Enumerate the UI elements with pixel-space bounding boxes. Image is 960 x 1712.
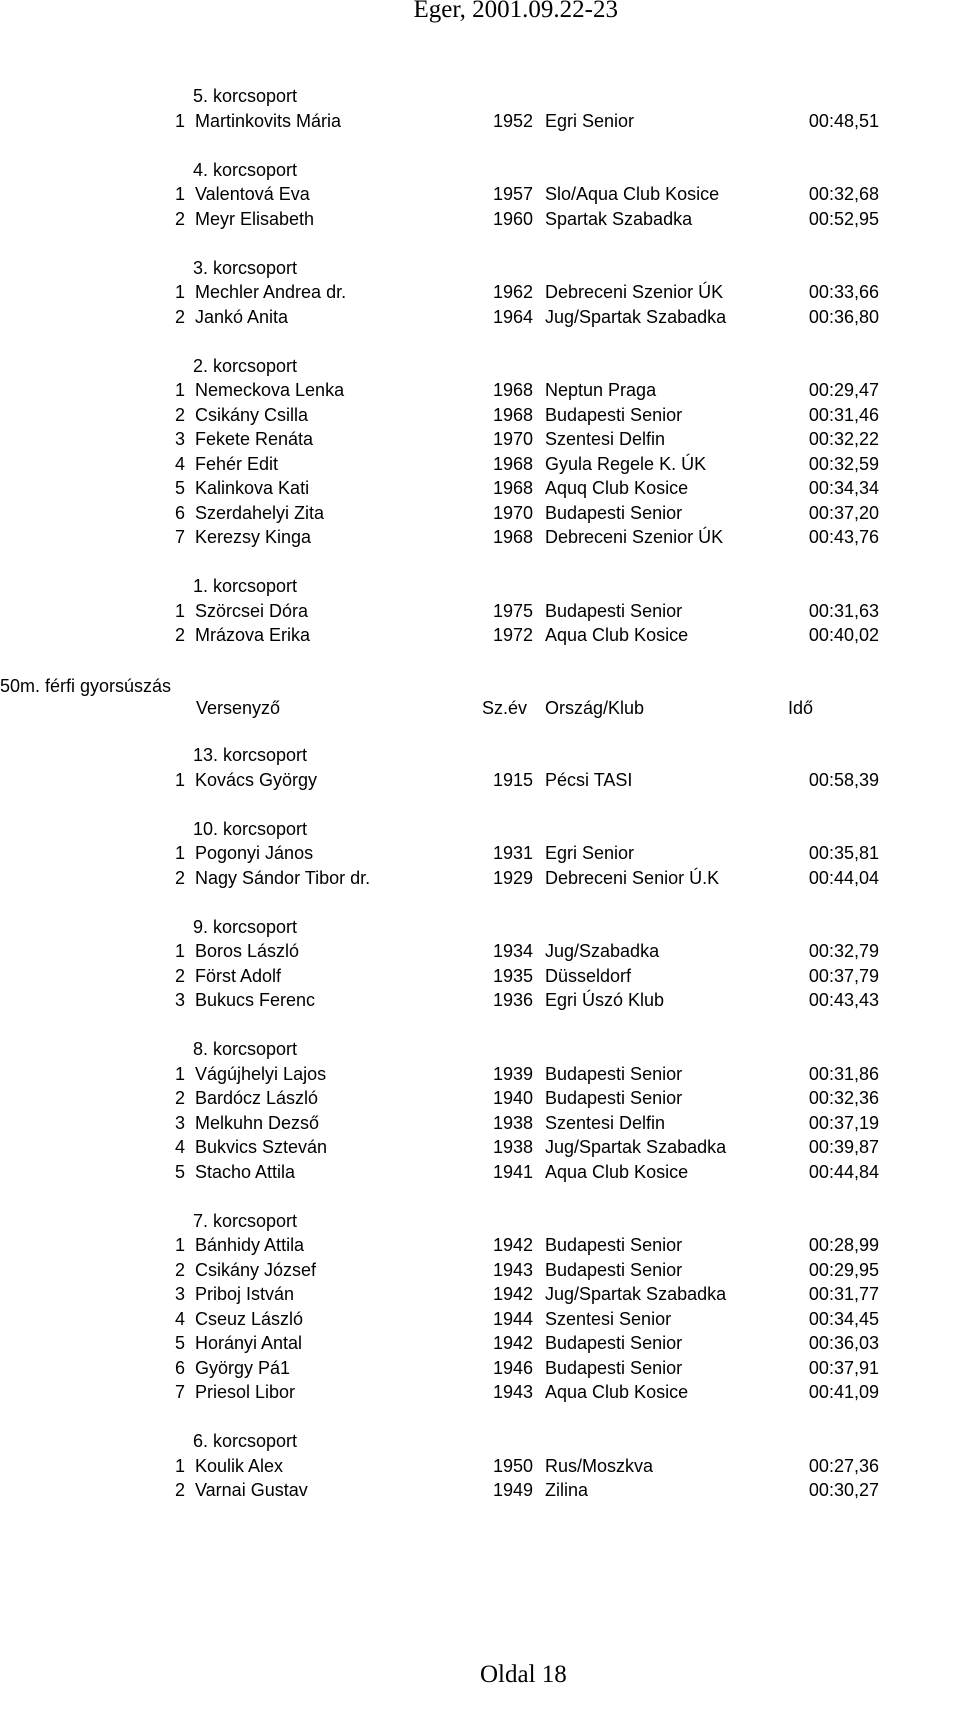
result-club: Egri Senior — [545, 843, 635, 863]
result-row — [0, 182, 960, 206]
result-name: Bukvics Szteván — [195, 1137, 328, 1157]
group-title: 7. korcsoport — [193, 1210, 298, 1231]
result-row — [0, 866, 960, 890]
result-place: 5 — [174, 1333, 185, 1353]
result-place: 1 — [174, 282, 185, 302]
result-place: 1 — [174, 380, 185, 400]
result-row — [0, 841, 960, 865]
result-birth-year: 1936 — [493, 990, 534, 1010]
result-name: Cseuz László — [195, 1308, 304, 1329]
result-time: 00:31,63 — [808, 600, 879, 621]
result-name: Vágújhelyi Lajos — [195, 1063, 327, 1084]
result-name: Mrázova Erika — [195, 625, 311, 645]
result-time: 00:39,87 — [808, 1137, 879, 1157]
result-name: Bánhidy Attila — [195, 1235, 305, 1255]
result-name: Szerdahelyi Zita — [195, 502, 325, 523]
group-title: 13. korcsoport — [193, 745, 308, 765]
result-club: Budapesti Senior — [545, 404, 683, 425]
result-row — [0, 280, 960, 304]
result-row — [0, 378, 960, 402]
result-time: 00:31,46 — [808, 404, 879, 425]
result-club: Aquq Club Kosice — [545, 478, 689, 498]
result-row — [0, 1307, 960, 1331]
result-name: Bukucs Ferenc — [195, 990, 316, 1010]
result-place: 7 — [174, 527, 185, 547]
result-name: Meyr Elisabeth — [195, 208, 315, 229]
result-row — [0, 1356, 960, 1380]
result-club: Gyula Regele K. ÚK — [545, 453, 707, 474]
column-header-time: Idő — [788, 698, 814, 718]
group-title: 10. korcsoport — [193, 818, 308, 839]
result-club: Budapesti Senior — [545, 600, 683, 621]
result-place: 7 — [174, 1382, 185, 1402]
result-club: Budapesti Senior — [545, 502, 683, 523]
result-club: Budapesti Senior — [545, 1259, 683, 1280]
result-place: 1 — [174, 769, 185, 790]
result-name: Melkuhn Dezső — [195, 1112, 320, 1133]
result-birth-year: 1968 — [493, 527, 534, 547]
result-birth-year: 1943 — [493, 1259, 534, 1280]
result-time: 00:41,09 — [808, 1382, 879, 1402]
result-time: 00:31,86 — [808, 1063, 879, 1084]
result-row — [0, 599, 960, 623]
result-birth-year: 1929 — [493, 867, 534, 888]
result-time: 00:33,66 — [808, 282, 879, 302]
result-place: 5 — [174, 478, 185, 498]
result-name: György Pá1 — [195, 1357, 291, 1378]
result-birth-year: 1970 — [493, 429, 534, 449]
result-birth-year: 1962 — [493, 282, 534, 302]
result-club: Debreceni Szenior ÚK — [545, 282, 724, 302]
result-name: Nemeckova Lenka — [195, 380, 345, 400]
result-place: 2 — [174, 208, 185, 229]
result-time: 00:37,19 — [808, 1112, 879, 1133]
result-time: 00:31,77 — [808, 1284, 879, 1304]
result-club: Egri Senior — [545, 110, 635, 131]
result-birth-year: 1964 — [493, 306, 534, 327]
group-title: 3. korcsoport — [193, 257, 298, 278]
group-title: 5. korcsoport — [193, 86, 298, 106]
result-birth-year: 1970 — [493, 502, 534, 523]
group-title: 9. korcsoport — [193, 916, 298, 937]
result-club: Spartak Szabadka — [545, 208, 693, 229]
result-name: Fehér Edit — [195, 453, 279, 474]
result-time: 00:58,39 — [808, 769, 879, 790]
result-club: Rus/Moszkva — [545, 1455, 654, 1476]
result-birth-year: 1942 — [493, 1333, 534, 1353]
result-time: 00:52,95 — [808, 208, 879, 229]
result-row — [0, 1135, 960, 1159]
result-row — [0, 988, 960, 1012]
result-row — [0, 1233, 960, 1257]
result-club: Budapesti Senior — [545, 1333, 683, 1353]
result-time: 00:32,59 — [808, 453, 879, 474]
result-time: 00:43,43 — [808, 990, 879, 1010]
result-name: Nagy Sándor Tibor dr. — [195, 867, 371, 888]
result-place: 4 — [174, 1308, 185, 1329]
result-place: 2 — [174, 1088, 185, 1108]
result-name: Fekete Renáta — [195, 429, 314, 449]
result-club: Pécsi TASI — [545, 769, 633, 790]
result-name: Csikány József — [195, 1259, 317, 1280]
result-club: Budapesti Senior — [545, 1063, 683, 1084]
result-place: 3 — [174, 1112, 185, 1133]
column-header-competitor: Versenyző — [196, 698, 281, 718]
result-time: 00:40,02 — [808, 625, 879, 645]
result-row — [0, 109, 960, 133]
result-place: 6 — [174, 502, 185, 523]
result-birth-year: 1946 — [493, 1357, 534, 1378]
result-place: 5 — [174, 1161, 185, 1182]
result-name: Horányi Antal — [195, 1333, 303, 1353]
result-place: 4 — [174, 1137, 185, 1157]
result-row — [0, 1062, 960, 1086]
result-place: 2 — [174, 965, 185, 986]
result-time: 00:34,34 — [808, 478, 879, 498]
result-club: Budapesti Senior — [545, 1088, 683, 1108]
result-row — [0, 427, 960, 451]
header-text: Eger, 2001.09.22-23 — [413, 0, 618, 23]
result-time: 00:29,95 — [808, 1259, 879, 1280]
page-header — [0, 0, 960, 28]
result-time: 00:32,36 — [808, 1088, 879, 1108]
result-birth-year: 1968 — [493, 453, 534, 474]
result-birth-year: 1939 — [493, 1063, 534, 1084]
result-time: 00:37,91 — [808, 1357, 879, 1378]
result-place: 2 — [174, 625, 185, 645]
result-name: Mechler Andrea dr. — [195, 282, 347, 302]
result-birth-year: 1938 — [493, 1137, 534, 1157]
result-name: Valentová Eva — [195, 184, 310, 204]
result-name: Kerezsy Kinga — [195, 527, 312, 547]
result-name: Csikány Csilla — [195, 404, 309, 425]
result-birth-year: 1935 — [493, 965, 534, 986]
result-place: 1 — [174, 843, 185, 863]
result-club: Szentesi Delfin — [545, 1112, 666, 1133]
result-time: 00:44,84 — [808, 1161, 879, 1182]
result-club: Egri Úszó Klub — [545, 990, 665, 1010]
group-title: 2. korcsoport — [193, 355, 298, 376]
result-row — [0, 1111, 960, 1135]
result-name: Jankó Anita — [195, 306, 289, 327]
result-time: 00:29,47 — [808, 380, 879, 400]
column-header-year: Sz.év — [482, 698, 528, 718]
result-birth-year: 1938 — [493, 1112, 534, 1133]
result-place: 4 — [174, 453, 185, 474]
result-time: 00:32,79 — [808, 941, 879, 961]
result-row — [0, 623, 960, 647]
result-place: 3 — [174, 990, 185, 1010]
result-row — [0, 452, 960, 476]
group-title: 1. korcsoport — [193, 576, 298, 596]
result-place: 2 — [174, 306, 185, 327]
result-time: 00:36,03 — [808, 1333, 879, 1353]
result-place: 1 — [174, 600, 185, 621]
result-time: 00:28,99 — [808, 1235, 879, 1255]
result-row — [0, 1478, 960, 1502]
result-birth-year: 1944 — [493, 1308, 534, 1329]
result-row — [0, 1380, 960, 1404]
result-place: 2 — [174, 1480, 185, 1500]
result-birth-year: 1972 — [493, 625, 534, 645]
column-header-club: Ország/Klub — [545, 698, 645, 718]
result-place: 3 — [174, 429, 185, 449]
result-club: Budapesti Senior — [545, 1235, 683, 1255]
result-club: Budapesti Senior — [545, 1357, 683, 1378]
result-row — [0, 1282, 960, 1306]
result-place: 1 — [174, 941, 185, 961]
result-row — [0, 768, 960, 792]
result-name: Varnai Gustav — [195, 1480, 308, 1500]
result-birth-year: 1968 — [493, 478, 534, 498]
result-name: Szörcsei Dóra — [195, 600, 309, 621]
result-club: Jug/Szabadka — [545, 941, 660, 961]
result-row — [0, 939, 960, 963]
result-place: 3 — [174, 1284, 185, 1304]
result-birth-year: 1931 — [493, 843, 534, 863]
result-birth-year: 1960 — [493, 208, 534, 229]
result-time: 00:48,51 — [808, 110, 879, 131]
result-row — [0, 501, 960, 525]
result-time: 00:35,81 — [808, 843, 879, 863]
result-name: Priboj István — [195, 1284, 295, 1304]
result-birth-year: 1940 — [493, 1088, 534, 1108]
result-row — [0, 525, 960, 549]
result-club: Aqua Club Kosice — [545, 625, 689, 645]
result-name: Priesol Libor — [195, 1382, 296, 1402]
result-time: 00:36,80 — [808, 306, 879, 327]
result-name: Kalinkova Kati — [195, 478, 310, 498]
group-title: 8. korcsoport — [193, 1039, 298, 1059]
result-time: 00:34,45 — [808, 1308, 879, 1329]
result-birth-year: 1949 — [493, 1480, 534, 1500]
result-club: Szentesi Senior — [545, 1308, 672, 1329]
page-footer: Oldal 18 — [480, 1661, 567, 1688]
result-birth-year: 1943 — [493, 1382, 534, 1402]
group-title: 4. korcsoport — [193, 159, 298, 180]
result-place: 1 — [174, 184, 185, 204]
result-birth-year: 1968 — [493, 380, 534, 400]
result-place: 2 — [174, 867, 185, 888]
result-row — [0, 964, 960, 988]
result-club: Aqua Club Kosice — [545, 1382, 689, 1402]
result-club: Jug/Spartak Szabadka — [545, 306, 727, 327]
result-time: 00:43,76 — [808, 527, 879, 547]
result-birth-year: 1915 — [493, 769, 534, 790]
result-row — [0, 1331, 960, 1355]
result-club: Debreceni Senior Ú.K — [545, 867, 720, 888]
result-place: 1 — [174, 1455, 185, 1476]
result-name: Stacho Attila — [195, 1161, 296, 1182]
result-row — [0, 305, 960, 329]
result-club: Szentesi Delfin — [545, 429, 666, 449]
result-club: Neptun Praga — [545, 380, 657, 400]
result-birth-year: 1957 — [493, 184, 534, 204]
result-row — [0, 476, 960, 500]
result-club: Jug/Spartak Szabadka — [545, 1284, 727, 1304]
result-birth-year: 1942 — [493, 1284, 534, 1304]
result-name: Koulik Alex — [195, 1455, 284, 1476]
result-name: Bardócz László — [195, 1088, 319, 1108]
result-birth-year: 1942 — [493, 1235, 534, 1255]
result-place: 1 — [174, 1063, 185, 1084]
result-birth-year: 1941 — [493, 1161, 534, 1182]
result-row — [0, 207, 960, 231]
result-name: Först Adolf — [195, 965, 282, 986]
result-place: 1 — [174, 110, 185, 131]
group-title: 6. korcsoport — [193, 1431, 298, 1451]
result-time: 00:44,04 — [808, 867, 879, 888]
column-header-row — [0, 696, 960, 720]
result-name: Kovács György — [195, 769, 318, 790]
result-club: Jug/Spartak Szabadka — [545, 1137, 727, 1157]
result-club: Düsseldorf — [545, 965, 632, 986]
result-birth-year: 1950 — [493, 1455, 534, 1476]
result-place: 2 — [174, 404, 185, 425]
men-section-title: 50m. férfi gyorsúszás — [0, 676, 172, 696]
result-birth-year: 1952 — [493, 110, 534, 131]
result-club: Zilina — [545, 1480, 589, 1500]
result-time: 00:30,27 — [808, 1480, 879, 1500]
result-name: Boros László — [195, 941, 300, 961]
result-time: 00:32,68 — [808, 184, 879, 204]
result-time: 00:27,36 — [808, 1455, 879, 1476]
result-time: 00:37,20 — [808, 502, 879, 523]
result-birth-year: 1975 — [493, 600, 534, 621]
result-place: 2 — [174, 1259, 185, 1280]
result-place: 1 — [174, 1235, 185, 1255]
result-club: Slo/Aqua Club Kosice — [545, 184, 720, 204]
result-row — [0, 1160, 960, 1184]
result-birth-year: 1968 — [493, 404, 534, 425]
result-place: 6 — [174, 1357, 185, 1378]
result-name: Martinkovits Mária — [195, 110, 342, 131]
result-row — [0, 1086, 960, 1110]
result-club: Debreceni Szenior ÚK — [545, 527, 724, 547]
result-name: Pogonyi János — [195, 843, 314, 863]
result-birth-year: 1934 — [493, 941, 534, 961]
result-time: 00:37,79 — [808, 965, 879, 986]
result-row — [0, 1258, 960, 1282]
result-row — [0, 1454, 960, 1478]
result-club: Aqua Club Kosice — [545, 1161, 689, 1182]
result-row — [0, 403, 960, 427]
result-time: 00:32,22 — [808, 429, 879, 449]
